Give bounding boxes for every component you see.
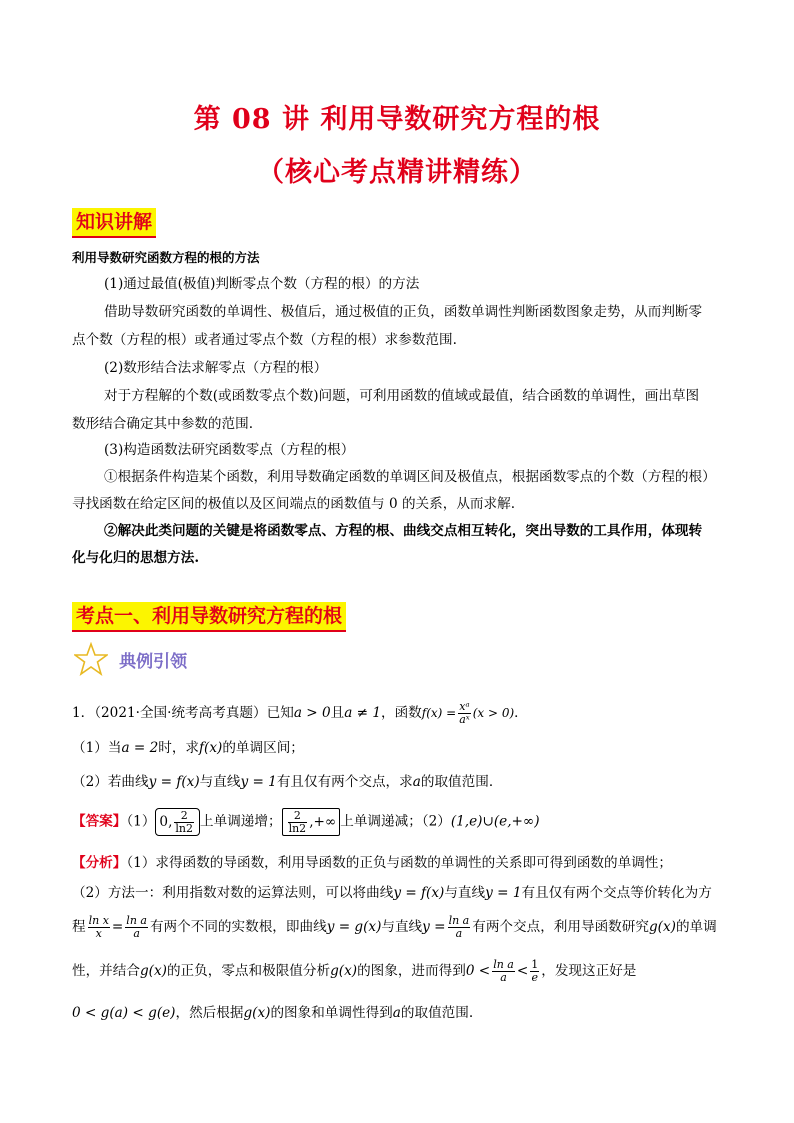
analysis-4c: 的图象，进而得到 bbox=[357, 963, 466, 979]
section-label-topic1 bbox=[72, 602, 346, 632]
math-f-def: f(x) = bbox=[421, 706, 457, 720]
analysis-4a: 性，并结合 bbox=[72, 963, 140, 979]
math-y-fx: y = f(x) bbox=[393, 885, 445, 901]
section-label-text: 知识讲解 bbox=[72, 208, 156, 238]
frac-num: 2 bbox=[174, 810, 194, 823]
item3-key-b: 化与化归的思想方法. bbox=[72, 550, 200, 566]
item3-body-b: 寻找函数在给定区间的极值以及区间端点的函数值与 0 的关系，从而求解. bbox=[72, 496, 516, 512]
analysis-4d: ，发现这正好是 bbox=[541, 963, 637, 979]
analysis-1: （1）求得函数的导函数，利用导函数的正负与函数的单调性的关系即可得到函数的单调性； bbox=[126, 855, 672, 871]
item1-title: (1)通过最值(极值)判断零点个数（方程的根）的方法 bbox=[104, 276, 420, 292]
example-label: 典例引领 bbox=[119, 651, 188, 672]
analysis-line2 bbox=[72, 880, 712, 906]
method-heading: 利用导数研究函数方程的根的方法 bbox=[72, 250, 260, 265]
interval-decreasing bbox=[282, 808, 341, 836]
math-eq: = bbox=[111, 919, 124, 935]
math-y-fx: y = f(x) bbox=[148, 774, 200, 790]
question-end: ． bbox=[514, 705, 528, 721]
analysis-line5 bbox=[72, 1000, 473, 1026]
analysis-5a: ，然后根据 bbox=[175, 1005, 244, 1021]
analysis-line4 bbox=[72, 958, 636, 984]
math-a-gt0: a > 0 bbox=[293, 705, 331, 721]
math-gx: g(x) bbox=[330, 963, 358, 979]
interval-end: ,+∞ bbox=[309, 814, 337, 830]
math-y-eq: y = bbox=[422, 919, 446, 935]
analysis-tag: 【分析】 bbox=[72, 855, 127, 871]
part2-mid: 与直线 bbox=[199, 774, 241, 790]
frac-num: 2 bbox=[288, 810, 308, 823]
frac-lna-a-2 bbox=[448, 915, 471, 940]
math-y-gx: y = g(x) bbox=[326, 919, 382, 935]
part1-prefix: （1）当 bbox=[72, 740, 122, 756]
math-gx: g(x) bbox=[139, 963, 167, 979]
frac-num: ln a bbox=[126, 914, 147, 927]
math-x-gt0: (x > 0) bbox=[472, 706, 515, 720]
frac-den: x bbox=[95, 927, 102, 940]
frac-num: ln a bbox=[448, 914, 470, 927]
answer-dec: 上单调递减；（2） bbox=[340, 813, 451, 830]
frac-num: xᵃ bbox=[459, 700, 470, 713]
item2-body-a: 对于方程解的个数(或函数零点个数)问题，可利用函数的值域或最值，结合函数的单调性，画出草图 bbox=[104, 388, 700, 404]
interval-increasing bbox=[155, 808, 200, 836]
math-frac-f bbox=[458, 701, 470, 726]
question-func: ，函数 bbox=[381, 705, 422, 721]
answer-tag: 【答案】 bbox=[72, 813, 127, 830]
part2-line bbox=[72, 769, 502, 795]
answer-part1: （1） bbox=[126, 813, 156, 830]
math-lt: < bbox=[516, 963, 529, 979]
math-a: a bbox=[392, 1005, 401, 1021]
math-fx: f(x) bbox=[199, 740, 223, 756]
interval-start: 0, bbox=[159, 814, 173, 830]
frac-den: a bbox=[455, 927, 463, 940]
analysis-3a: 程 bbox=[72, 919, 86, 935]
analysis-4b: 的正负，零点和极限值分析 bbox=[166, 963, 331, 979]
frac-num: ln x bbox=[88, 914, 109, 927]
math-y-1: y = 1 bbox=[240, 774, 277, 790]
item1-body-a: 借助导数研究函数的单调性、极值后，通过极值的正负，函数单调性判断函数图象走势，从而判断零 bbox=[104, 304, 703, 320]
frac-den: e bbox=[531, 971, 538, 984]
part1-mid: 时，求 bbox=[158, 740, 200, 756]
frac-den: a bbox=[133, 927, 140, 940]
math-zero-lt: 0 < bbox=[465, 963, 491, 979]
answer-set: (1,e)∪(e,+∞) bbox=[450, 813, 540, 830]
part1-line bbox=[72, 735, 304, 761]
frac-den: a bbox=[500, 971, 507, 984]
part2-mid2: 有且仅有两个交点，求 bbox=[276, 774, 413, 790]
part2-end: 的取值范围． bbox=[420, 774, 503, 790]
frac-den: aˣ bbox=[459, 713, 470, 726]
analysis-2c: 有且仅有两个交点等价转化为方 bbox=[521, 885, 712, 901]
page-title: 第 08 讲 利用导数研究方程的根 bbox=[193, 104, 601, 135]
frac-lna-a-3 bbox=[492, 959, 515, 984]
frac-2-ln2-b bbox=[288, 810, 308, 835]
item2-body-b: 数形结合确定其中参数的范围. bbox=[72, 416, 254, 432]
frac-1-e bbox=[530, 959, 539, 984]
frac-2-ln2 bbox=[174, 810, 194, 835]
frac-lnx-x bbox=[88, 915, 110, 940]
analysis-3b: 有两个不同的实数根，即曲线 bbox=[149, 919, 327, 935]
section-label-text: 考点一、利用导数研究方程的根 bbox=[72, 602, 346, 632]
math-a-ne1: a ≠ 1 bbox=[344, 705, 381, 721]
item2-title: (2)数形结合法求解零点（方程的根） bbox=[104, 360, 328, 376]
analysis-5b: 的图象和单调性得到 bbox=[270, 1005, 393, 1021]
analysis-5c: 的取值范围. bbox=[400, 1005, 474, 1021]
analysis-line3 bbox=[72, 914, 717, 940]
analysis-2a: （2）方法一：利用指数对数的运算法则，可以将曲线 bbox=[72, 885, 394, 901]
math-a-eq2: a = 2 bbox=[121, 740, 159, 756]
analysis-3c: 与直线 bbox=[381, 919, 423, 935]
answer-line bbox=[72, 808, 540, 836]
question-line bbox=[72, 700, 528, 726]
item1-body-b: 点个数（方程的根）或者通过零点个数（方程的根）求参数范围. bbox=[72, 332, 457, 348]
example-header bbox=[74, 642, 187, 676]
math-a: a bbox=[412, 774, 421, 790]
star-icon bbox=[74, 642, 108, 676]
frac-den: ln2 bbox=[175, 822, 194, 835]
math-y-1: y = 1 bbox=[485, 885, 522, 901]
frac-den: ln2 bbox=[288, 822, 307, 835]
math-gx: g(x) bbox=[243, 1005, 271, 1021]
item3-key-a: ②解决此类问题的关键是将函数零点、方程的根、曲线交点相互转化，突出导数的工具作用，体现转 bbox=[104, 523, 703, 539]
analysis-3d: 有两个交点，利用导函数研究 bbox=[472, 919, 649, 935]
question-cond: 且 bbox=[330, 705, 345, 721]
answer-inc: 上单调递增； bbox=[200, 813, 282, 830]
math-gx: g(x) bbox=[648, 919, 676, 935]
item3-title: (3)构造函数法研究函数零点（方程的根） bbox=[104, 442, 355, 458]
frac-num: ln a bbox=[493, 958, 514, 971]
part2-prefix: （2）若曲线 bbox=[72, 774, 149, 790]
page-subtitle: （核心考点精讲精练） bbox=[257, 157, 537, 188]
analysis-2b: 与直线 bbox=[444, 885, 486, 901]
frac-lna-a bbox=[125, 915, 148, 940]
item3-body-a: ①根据条件构造某个函数，利用导数确定函数的单调区间及极值点，根据函数零点的个数（方程的根） bbox=[104, 469, 716, 485]
frac-num: 1 bbox=[531, 958, 539, 971]
question-source: 1．（2021·全国·统考高考真题）已知 bbox=[72, 705, 294, 721]
analysis-3e: 的单调 bbox=[675, 919, 717, 935]
math-ga-ge: 0 < g(a) < g(e) bbox=[72, 1005, 176, 1021]
section-label-knowledge bbox=[72, 208, 156, 238]
analysis-line1 bbox=[72, 850, 672, 876]
part1-end: 的单调区间； bbox=[222, 740, 304, 756]
